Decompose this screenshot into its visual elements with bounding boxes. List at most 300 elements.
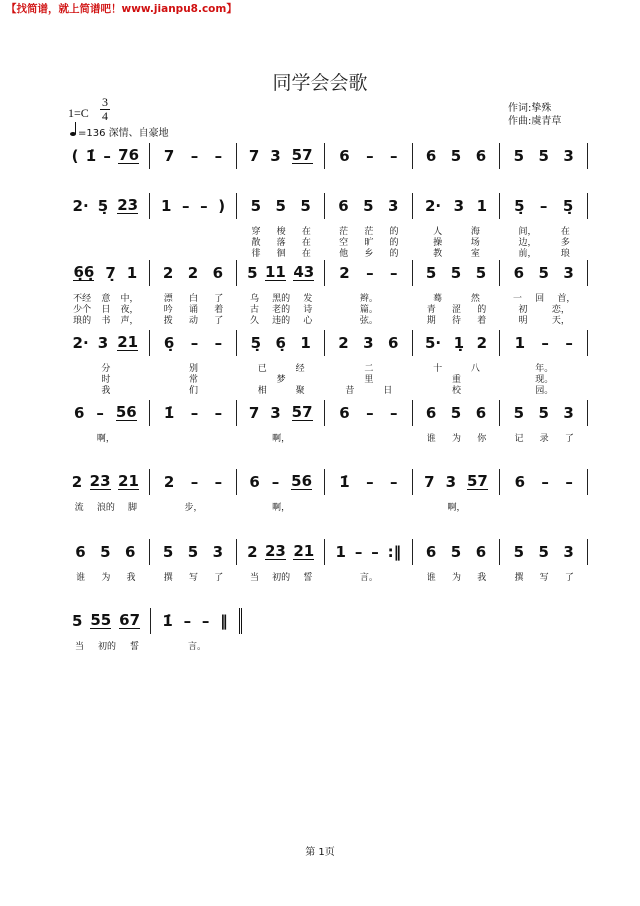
measure (325, 400, 413, 426)
notation-row (62, 469, 588, 495)
note: 6 (249, 473, 260, 491)
lyric-syllable: 啊， (272, 503, 291, 513)
lyric-syllable: 现。 (535, 375, 554, 385)
lyric-syllable: 誓 (303, 573, 313, 583)
lyric-cell (413, 364, 501, 375)
lyric-syllable: 着 (477, 316, 487, 326)
lyric-cell (150, 503, 238, 514)
measure (500, 539, 588, 565)
lyric-syllable: 操 (433, 238, 443, 248)
note: – (182, 197, 190, 215)
quarter-note-icon (70, 132, 76, 136)
note: 5̣ (514, 197, 525, 215)
note: 5· (424, 334, 442, 352)
note: 5 (538, 404, 549, 422)
lyric-cell (237, 227, 325, 238)
measure (413, 193, 501, 219)
note: 2· (72, 197, 89, 215)
note: – (190, 147, 199, 165)
note: – (103, 147, 111, 165)
measure (413, 260, 501, 286)
measure (150, 193, 238, 219)
note: – (354, 543, 363, 561)
lyric-syllable: 辫。 (359, 294, 378, 304)
lyric-syllable: 着 (214, 305, 224, 315)
lyric-cell (413, 294, 501, 305)
lyric-cell (150, 249, 238, 260)
lyric-cell (237, 573, 325, 584)
note: 6̣ (163, 334, 175, 352)
note: 2· (72, 334, 89, 352)
lyric-syllable: 老的 (272, 305, 291, 315)
note: 1 (335, 543, 346, 561)
note: 3 (563, 147, 574, 165)
lyric-syllable: 誓 (129, 642, 139, 652)
note: – (271, 473, 280, 491)
lyric-syllable: 篇。 (359, 305, 378, 315)
lyric-line (62, 364, 588, 375)
lyric-cell (500, 503, 588, 514)
lyric-syllable: 一 (512, 294, 522, 304)
lyric-syllable: 啊， (96, 434, 115, 444)
lyric-cell (237, 503, 325, 514)
measure (325, 143, 413, 169)
note: ( (71, 147, 79, 165)
note: 23 (117, 196, 139, 214)
lyric-cell (62, 316, 150, 327)
note: 5 (538, 264, 549, 282)
lyric-cell (325, 364, 413, 375)
lyric-syllable: 为 (101, 573, 111, 583)
lyric-syllable: 穿 (251, 227, 261, 237)
lyric-syllable: 我 (101, 386, 111, 396)
lyric-cell (325, 503, 413, 514)
note: – (366, 264, 374, 282)
measure (150, 143, 238, 169)
lyric-line (62, 434, 588, 445)
note: 5 (450, 147, 462, 165)
lyric-syllable: 年。 (535, 364, 554, 374)
lyric-syllable: 心 (303, 316, 313, 326)
note: – (214, 147, 223, 165)
lyric-cell (62, 294, 150, 305)
lyric-syllable: 了 (564, 434, 574, 444)
note: 5 (450, 543, 462, 561)
lyric-syllable: 回 (535, 294, 545, 304)
note: 5 (450, 404, 462, 422)
lyric-syllable: 海 (470, 227, 480, 237)
lyric-cell (62, 238, 150, 249)
note: 23 (89, 472, 111, 490)
measure (150, 330, 238, 356)
note: 5 (538, 147, 549, 165)
lyric-cell (413, 434, 501, 445)
measure (237, 193, 325, 219)
lyric-syllable: 梦 (276, 375, 286, 385)
note: 2 (476, 334, 488, 352)
site-banner: 【找简谱，就上简谱吧！www.jianpu8.com】 (6, 3, 237, 15)
lyric-syllable: 了 (214, 573, 224, 583)
time-sig-bottom: 4 (102, 109, 108, 123)
lyric-cell (325, 238, 413, 249)
note: – (389, 404, 398, 422)
note: 5 (247, 264, 258, 282)
note: – (183, 612, 192, 630)
measure (413, 143, 501, 169)
note: 3 (97, 334, 109, 352)
lyric-cell (237, 375, 325, 386)
lyric-cell (325, 434, 413, 445)
measure (237, 330, 325, 356)
lyric-syllable: 了 (564, 573, 574, 583)
note: 1 (160, 197, 172, 215)
lyric-syllable: 夜， (120, 305, 139, 315)
note: 5 (187, 543, 199, 561)
note: – (389, 264, 398, 282)
lyric-syllable: 言。 (187, 642, 206, 652)
note: 5̣ (97, 197, 109, 215)
lyric-syllable: 们 (189, 386, 199, 396)
note: 3 (563, 404, 574, 422)
note: – (201, 612, 210, 630)
lyric-syllable: 书 (101, 316, 111, 326)
lyric-syllable: 待 (452, 316, 462, 326)
note: 2· (424, 197, 442, 215)
lyric-line (62, 503, 588, 514)
composer: 作曲:虞青草 (508, 116, 562, 127)
lyric-syllable: 徘 (251, 249, 261, 259)
note: 6̣ (275, 334, 286, 352)
lyric-syllable: 涩 (452, 305, 462, 315)
notation-row (62, 608, 242, 634)
note: 6 (425, 543, 437, 561)
lyric-syllable: 已 (257, 364, 267, 374)
lyric-line (62, 386, 588, 397)
lyric-syllable: 写 (188, 573, 198, 583)
note: – (190, 473, 199, 491)
note: – (214, 404, 223, 422)
note: 6 (339, 404, 350, 422)
note: – (190, 404, 199, 422)
lyric-syllable: 教 (433, 249, 443, 259)
lyric-syllable: 为 (452, 573, 462, 583)
note: 3 (270, 404, 281, 422)
lyric-syllable: 昔 (345, 386, 355, 396)
lyric-syllable: 间， (518, 227, 537, 237)
lyric-syllable: 乡 (364, 249, 374, 259)
note: 1̇ (85, 147, 97, 165)
note: 5 (513, 543, 525, 561)
lyric-cell (500, 227, 588, 238)
note: 21 (118, 472, 139, 490)
lyric-cell (62, 375, 150, 386)
lyric-syllable: 场 (470, 238, 480, 248)
lyric-cell (150, 386, 238, 397)
lyric-syllable: 在 (301, 238, 311, 248)
note: – (371, 543, 379, 561)
lyric-syllable: 日 (101, 305, 111, 315)
lyric-syllable: 当 (249, 573, 259, 583)
lyric-cell (413, 227, 501, 238)
note: 6 (425, 404, 437, 422)
measure (500, 469, 588, 495)
note: 1 (300, 334, 311, 352)
lyric-syllable: 校 (452, 386, 462, 396)
measure (500, 330, 588, 356)
note: ‖ (220, 612, 228, 630)
note: 2 (247, 543, 258, 561)
lyric-cell (237, 305, 325, 316)
note: – (565, 473, 573, 491)
measure (500, 260, 588, 286)
note: 1 (514, 334, 525, 352)
note: 6 (475, 543, 487, 561)
lyric-syllable: 明 (518, 316, 528, 326)
lyric-syllable: 前， (518, 249, 537, 259)
note: – (389, 473, 398, 491)
lyric-syllable: 初的 (272, 573, 291, 583)
lyric-syllable: 少个 (73, 305, 92, 315)
note: – (190, 334, 199, 352)
lyric-syllable: 诵 (188, 305, 198, 315)
lyric-line (62, 573, 588, 584)
lyric-syllable: 日 (383, 386, 393, 396)
page-number: 第 1页 (305, 847, 335, 858)
lyric-cell (62, 503, 150, 514)
lyric-cell (500, 238, 588, 249)
measure (62, 608, 151, 634)
lyric-cell (150, 294, 238, 305)
note: 6 (338, 197, 349, 215)
lyric-cell (500, 305, 588, 316)
measure (62, 143, 150, 169)
note: 2 (339, 264, 350, 282)
lyric-cell (150, 434, 238, 445)
lyric-syllable: 我 (477, 573, 487, 583)
lyric-cell (150, 227, 238, 238)
lyric-syllable: 了 (214, 316, 224, 326)
lyric-syllable: 里 (364, 375, 374, 385)
lyric-cell (150, 573, 238, 584)
lyric-cell (150, 316, 238, 327)
lyric-syllable: 在 (560, 227, 570, 237)
lyric-cell (237, 294, 325, 305)
lyric-syllable: 发 (303, 294, 313, 304)
lyric-cell (413, 249, 501, 260)
lyric-cell (62, 305, 150, 316)
note: – (541, 473, 549, 491)
lyric-syllable: 写 (539, 573, 549, 583)
lyric-syllable: 分 (101, 364, 111, 374)
note: 3 (363, 334, 374, 352)
lyric-syllable: 言。 (359, 573, 378, 583)
lyric-syllable: 在 (301, 227, 311, 237)
measure (62, 400, 150, 426)
lyric-syllable: 中， (120, 294, 139, 304)
note: 2 (71, 473, 83, 491)
measure (150, 469, 238, 495)
note: 3 (445, 473, 457, 491)
lyric-syllable: 为 (452, 434, 462, 444)
note: 1 (476, 197, 488, 215)
measure (237, 469, 325, 495)
lyric-syllable: 恋， (551, 305, 570, 315)
note: 6 (514, 473, 525, 491)
note: 6 (73, 404, 85, 422)
measure (413, 400, 501, 426)
lyric-cell (152, 642, 242, 653)
lyric-cell (500, 386, 588, 397)
lyric-cell (325, 294, 413, 305)
note: 23 (265, 542, 286, 560)
lyric-cell (500, 573, 588, 584)
note: ) (218, 197, 226, 215)
measure (413, 469, 501, 495)
note: 5 (100, 543, 111, 561)
note: 21 (117, 333, 139, 351)
note: 5 (450, 264, 462, 282)
lyric-syllable: 动 (188, 316, 198, 326)
lyric-syllable: 青 (426, 305, 436, 315)
tempo-text: =136 深情、自豪地 (78, 128, 169, 139)
note: 7 (248, 147, 260, 165)
note: 57 (291, 403, 313, 421)
notation-row (62, 330, 588, 356)
lyric-syllable: 然 (470, 294, 480, 304)
lyric-cell (413, 238, 501, 249)
lyric-syllable: 浪的 (96, 503, 115, 513)
lyric-syllable: 谁 (426, 573, 436, 583)
lyric-syllable: 天， (551, 316, 570, 326)
lyric-syllable: 录 (539, 434, 549, 444)
lyric-syllable: 期 (426, 316, 436, 326)
lyric-syllable: 声， (120, 316, 139, 326)
lyric-syllable: 落 (276, 238, 286, 248)
note: 55 (90, 611, 112, 629)
measure (325, 193, 413, 219)
note: 3 (212, 543, 224, 561)
note: 6 (513, 264, 525, 282)
measure (325, 330, 413, 356)
note: 21 (293, 542, 315, 560)
note: 2 (162, 264, 174, 282)
note: 6 (388, 334, 399, 352)
lyric-cell (62, 364, 150, 375)
notation-row (62, 143, 588, 169)
note: 6 (75, 543, 86, 561)
note: – (565, 334, 573, 352)
lyric-cell (325, 375, 413, 386)
lyric-cell (325, 227, 413, 238)
note: :‖ (387, 543, 402, 561)
lyric-cell (325, 249, 413, 260)
lyric-syllable: 撰 (514, 573, 524, 583)
note: 1̇ (163, 404, 175, 422)
note: 7 (424, 473, 435, 491)
lyric-syllable: 步， (184, 503, 203, 513)
lyric-syllable: 空 (339, 238, 349, 248)
note: 56 (115, 403, 137, 421)
note: – (96, 404, 104, 422)
lyric-syllable: 琅 (560, 249, 570, 259)
credits (508, 102, 561, 128)
lyric-cell (500, 294, 588, 305)
measure (62, 260, 150, 286)
lyric-syllable: 撰 (163, 573, 173, 583)
lyric-cell (62, 249, 150, 260)
lyric-syllable: 边， (518, 238, 537, 248)
notation-row (62, 260, 588, 286)
lyric-syllable: 记 (514, 434, 524, 444)
note: 2 (187, 264, 199, 282)
note: 7 (248, 404, 260, 422)
lyricist: 作词:挚殊 (508, 103, 552, 114)
note: 6 (125, 543, 136, 561)
measure (413, 539, 501, 565)
lyric-cell (237, 386, 325, 397)
time-signature (100, 96, 110, 123)
tempo-marking (70, 124, 169, 139)
lyric-cell (237, 316, 325, 327)
note: 67 (119, 611, 141, 629)
note: – (541, 334, 549, 352)
measure (150, 539, 238, 565)
measure (62, 539, 150, 565)
note: 5 (71, 612, 83, 630)
lyric-cell (150, 238, 238, 249)
lyric-line (62, 294, 588, 305)
lyric-cell (413, 375, 501, 386)
note: 5 (363, 197, 374, 215)
note: 1̇ (162, 612, 173, 630)
lyric-cell (237, 434, 325, 445)
measure (237, 400, 325, 426)
lyric-syllable: 别 (189, 364, 199, 374)
note: 7̣ (105, 264, 116, 282)
lyric-line (62, 642, 242, 653)
lyric-cell (325, 305, 413, 316)
lyric-syllable: 的 (389, 238, 399, 248)
note: 6 (425, 147, 437, 165)
note: – (539, 197, 548, 215)
lyric-cell (325, 316, 413, 327)
measure (62, 469, 150, 495)
note: 5 (300, 197, 311, 215)
lyric-cell (150, 305, 238, 316)
note: 5 (513, 404, 525, 422)
note: 5 (538, 543, 549, 561)
lyric-syllable: 的 (389, 249, 399, 259)
note: 6 (475, 147, 487, 165)
lyric-cell (413, 316, 501, 327)
lyric-cell (237, 238, 325, 249)
lyric-line (62, 227, 588, 238)
lyric-syllable: 梭 (276, 227, 286, 237)
note: 3 (563, 543, 574, 561)
lyric-syllable: 意 (101, 294, 111, 304)
lyric-syllable: 我 (126, 573, 136, 583)
lyric-syllable: 旷 (364, 238, 374, 248)
measure (150, 260, 238, 286)
note: 1̇ (339, 473, 350, 491)
lyric-syllable: 茫 (339, 227, 349, 237)
lyric-syllable: 常 (189, 375, 199, 385)
lyric-syllable: 在 (301, 249, 311, 259)
lyric-syllable: 经 (295, 364, 305, 374)
measure (325, 539, 413, 565)
note: – (214, 473, 223, 491)
measure (150, 400, 238, 426)
